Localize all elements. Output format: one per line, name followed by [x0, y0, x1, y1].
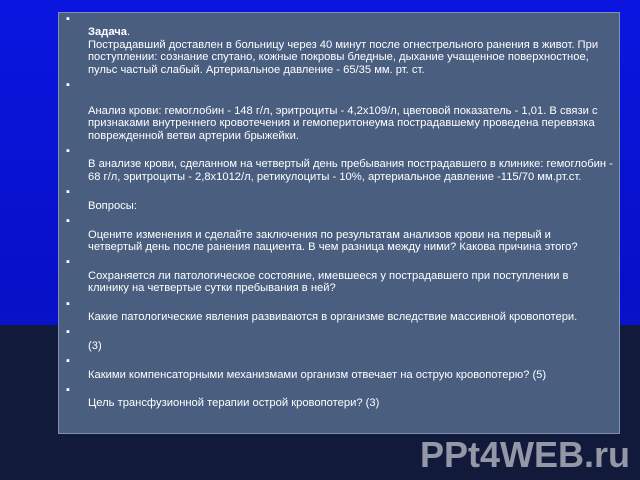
question-1-text: Оцените изменения и сделайте заключения по результатам анализов крови на первый и четвертый день после ранения пациента. В чем разница между ними? Какова причина этого? — [88, 228, 578, 253]
bullet-item-blood-test — [66, 80, 614, 142]
bullet-icon: ▪ — [66, 79, 70, 92]
question-2-text: Сохраняется ли патологическое состояние, имевшееся у пострадавшего при поступлении в клинику на четвертые сутки пребывания в ней? — [88, 269, 569, 295]
blood-test-text: Анализ крови: гемоглобин - 148 г/л, эритроциты - 4,2х109/л, цветовой показатель - 1,01. В связи с признаками внутреннего кровотечения и гемоперитонеума пострадавшему проведена перевязка поврежденной ветви артерии брыжейки. — [88, 104, 598, 142]
bullet-item-question-2 — [66, 257, 614, 294]
bullet-item-question-5 — [66, 385, 614, 410]
score-3-text: (3) — [88, 339, 102, 352]
question-5-text: Цель трансфузионной терапии острой кровопотери? (3) — [88, 397, 380, 410]
bullet-icon: ▪ — [66, 215, 70, 228]
bullet-list — [66, 14, 614, 414]
bullet-item-question-1 — [66, 216, 614, 253]
bullet-icon: ▪ — [66, 256, 70, 269]
bullet-item-question-4 — [66, 356, 614, 381]
bullet-item-day-four — [66, 146, 614, 183]
bullet-icon: ▪ — [66, 145, 70, 158]
questions-heading: Вопросы: — [88, 199, 137, 212]
task-text: . Пострадавший доставлен в больницу через 40 минут после огнестрельного ранения в живот. При поступлении: сознание спутано, кожные покровы бледные, дыхание учащенное поверхностное, пульс частый слабый. Артериальное давление - 65/35 мм. рт. ст. — [88, 26, 599, 76]
bullet-item-score-3 — [66, 327, 614, 352]
bullet-item-question-3 — [66, 299, 614, 324]
watermark-logo: PPt4WEB.ru — [419, 434, 630, 475]
question-3-text: Какие патологические явления развиваются в организме вследствие массивной кровопотери. — [88, 310, 578, 323]
bullet-icon: ▪ — [66, 383, 70, 396]
bullet-icon: ▪ — [66, 186, 70, 199]
bullet-item-questions — [66, 187, 614, 212]
question-4-text: Какими компенсаторными механизмами организм отвечает на острую кровопотерю? (5) — [88, 368, 547, 381]
bullet-icon: ▪ — [66, 355, 70, 368]
bullet-icon: ▪ — [66, 297, 70, 310]
day-four-text: В анализе крови, сделанном на четвертый день пребывания пострадавшего в клинике: гемоглобин - 68 г/л, эритроциты - 2,8х1012/л, ретикулоциты - 10%, артериальное давление -115/70 мм.рт.ст. — [88, 158, 613, 183]
bullet-item-task — [66, 14, 614, 76]
task-title: Задача — [88, 26, 127, 39]
bullet-icon: ▪ — [66, 326, 70, 339]
bullet-icon: ▪ — [66, 13, 70, 25]
